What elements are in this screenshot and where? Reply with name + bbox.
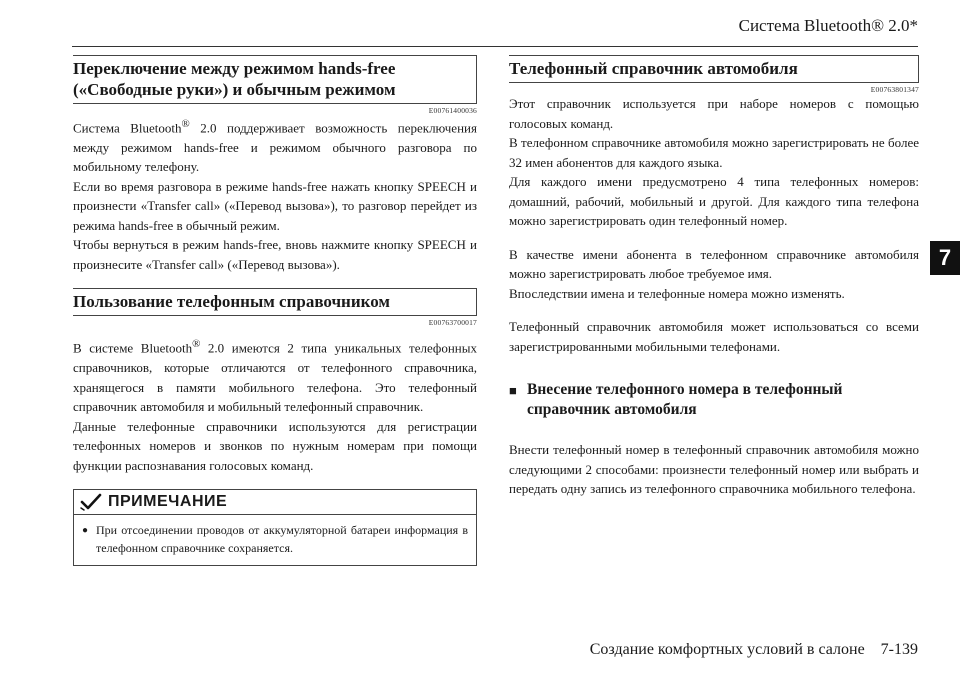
chapter-tab: 7 (930, 241, 960, 275)
page-footer: Создание комфортных условий в салоне 7-139 (589, 641, 918, 658)
note-header (74, 490, 476, 515)
paragraph: Впоследствии имена и телефонные номера можно изменять. (509, 285, 845, 301)
paragraph: В качестве имени абонента в телефонном справочнике автомобиля можно зарегистрировать любое требуемое имя. (509, 246, 919, 281)
paragraph-text: 2.0 поддерживает возможность переключения между режимом hands-free и режимом обычного разговора по мобильному телефону. (73, 120, 477, 175)
section-heading-line: Телефонный справочник автомобиля (509, 59, 798, 78)
note-box (73, 489, 477, 566)
note-item (74, 515, 476, 565)
paragraph: Данные телефонные справочники используются для регистрации телефонных номеров и звонков по нужным номерам при помощи функции распознавания голосовых команд. (73, 418, 477, 473)
subsection-heading (509, 380, 919, 420)
paragraph: Чтобы вернуться в режим hands-free, вновь нажмите кнопку SPEECH и произнесите «Transfer call» («Перевод вызова»). (73, 237, 477, 272)
note-title: ПРИМЕЧАНИЕ (108, 493, 228, 511)
registered-mark: ® (181, 118, 190, 130)
paragraph: Телефонный справочник автомобиля может использоваться со всеми зарегистрированными мобильными телефонами. (509, 319, 919, 354)
subsection-title (527, 380, 842, 420)
subsection-title-line2: справочник автомобиля (527, 401, 697, 418)
section-heading-car-phonebook (509, 55, 919, 83)
paragraph: Внести телефонный номер в телефонный справочник автомобиля можно следующими 2 способами: произнести телефонный номер или выбрать и передать одну запись из телефонного справочника мобильного телефона. (509, 442, 919, 496)
subsection-title-line1: Внесение телефонного номера в телефонный (527, 381, 843, 398)
section-code: E00761400036 (428, 106, 477, 115)
left-column (73, 55, 477, 566)
paragraph: В телефонном справочнике автомобиля можно зарегистрировать не более 32 имен абонентов для каждого языка. (509, 135, 919, 170)
paragraph-text: В системе Bluetooth (73, 340, 193, 356)
header-rule (72, 46, 918, 47)
section-heading-phonebook (73, 288, 477, 316)
section-heading-line2: («Свободные руки») и обычным режимом (73, 80, 396, 99)
paragraph: Для каждого имени предусмотрено 4 типа телефонных номеров: домашний, рабочий, мобильный и другой. Для каждого типа телефона можно зарегистрировать один телефонный номер. (509, 174, 919, 228)
section-code: E00763801347 (870, 85, 919, 94)
section-heading-handsfree (73, 55, 477, 104)
paragraph: Этот справочник используется при наборе номеров с помощью голосовых команд. (509, 96, 919, 131)
section-heading-line: Пользование телефонным справочником (73, 292, 390, 312)
right-column (509, 55, 919, 499)
registered-mark: ® (192, 338, 201, 351)
section-heading-line1: Переключение между режимом hands-free (73, 59, 396, 78)
section-code: E00763700017 (428, 318, 477, 328)
note-text: При отсоединении проводов от аккумуляторной батареи информация в телефонном справочнике сохраняется. (96, 523, 468, 556)
paragraph (73, 115, 477, 177)
paragraph-text: 2.0 имеются 2 типа уникальных телефонных справочников, которые отличаются от телефонного справочника, хранящегося в памяти мобильного телефона. Это телефонный справочник автомобиля и мобильный телефонный справочник. (73, 340, 477, 415)
paragraph-text: Система Bluetooth (73, 120, 182, 136)
paragraph: Если во время разговора в режиме hands-free нажать кнопку SPEECH и произнести «Transfer call» («Перевод вызова»), то разговор перейдет из режима hands-free в обычный режим. (73, 178, 477, 233)
paragraph (73, 335, 477, 416)
bullet-dot-icon: ● (82, 525, 89, 537)
header-title: Система Bluetooth® 2.0* (738, 16, 918, 35)
square-bullet-icon: ■ (509, 383, 517, 398)
checkmark-pen-icon (80, 493, 102, 511)
